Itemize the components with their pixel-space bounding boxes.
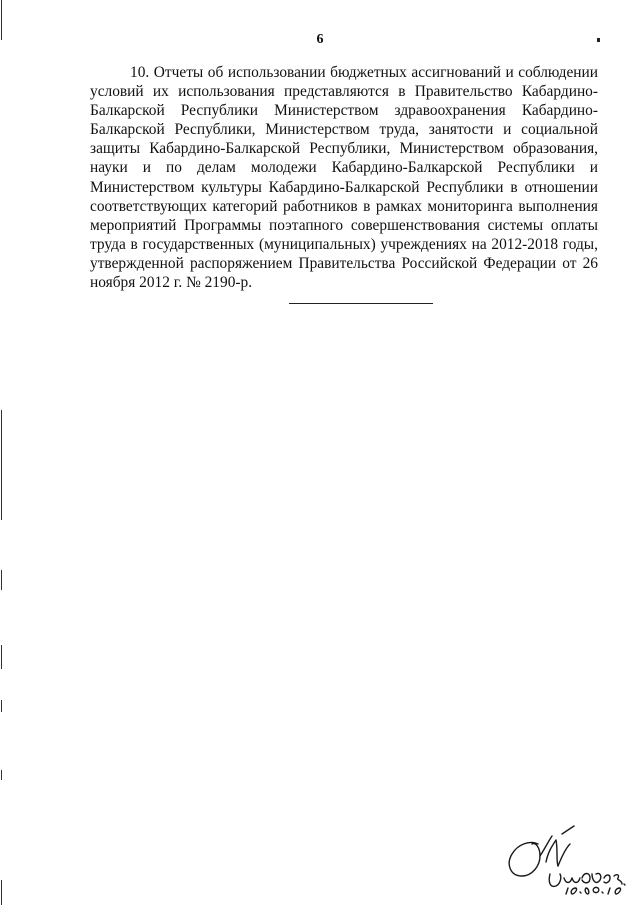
scan-edge-mark: [1, 0, 2, 40]
end-of-text-rule: [289, 303, 433, 304]
scan-edge-mark: [1, 700, 2, 712]
scan-edge-mark: [1, 770, 2, 780]
scan-edge-mark: [1, 645, 2, 669]
scan-edge-mark: [1, 410, 2, 520]
paragraph-10: 10. Отчеты об использовании бюджетных ассигнований и соблюдении условий их использования представляются в Правительство Кабардино-Балкарской Республики Министерством здравоохранения Кабардино-Балкарской Республики, Министерством труда, занятости и социальной защиты Кабардино-Балкарской Республики, Министерством образования, науки и по делам молодежи Кабардино-Балкарской Республики и Министерством культуры Кабардино-Балкарской Республики в отношении соответствующих категорий работников в рамках мониторинга выполнения мероприятий Программы поэтапного совершенствования системы оплаты труда в государственных (муниципальных) учреждениях на 2012-2018 годы, утвержденной распоряжением Правительства Российской Федерации от 26 ноября 2012 г. № 2190-р.: [90, 64, 598, 292]
page-number: 6: [316, 32, 324, 47]
scan-dot-mark: [597, 38, 600, 42]
scan-edge-mark: [1, 570, 2, 590]
handwritten-signature: [500, 822, 632, 900]
scan-edge-mark: [1, 880, 2, 905]
